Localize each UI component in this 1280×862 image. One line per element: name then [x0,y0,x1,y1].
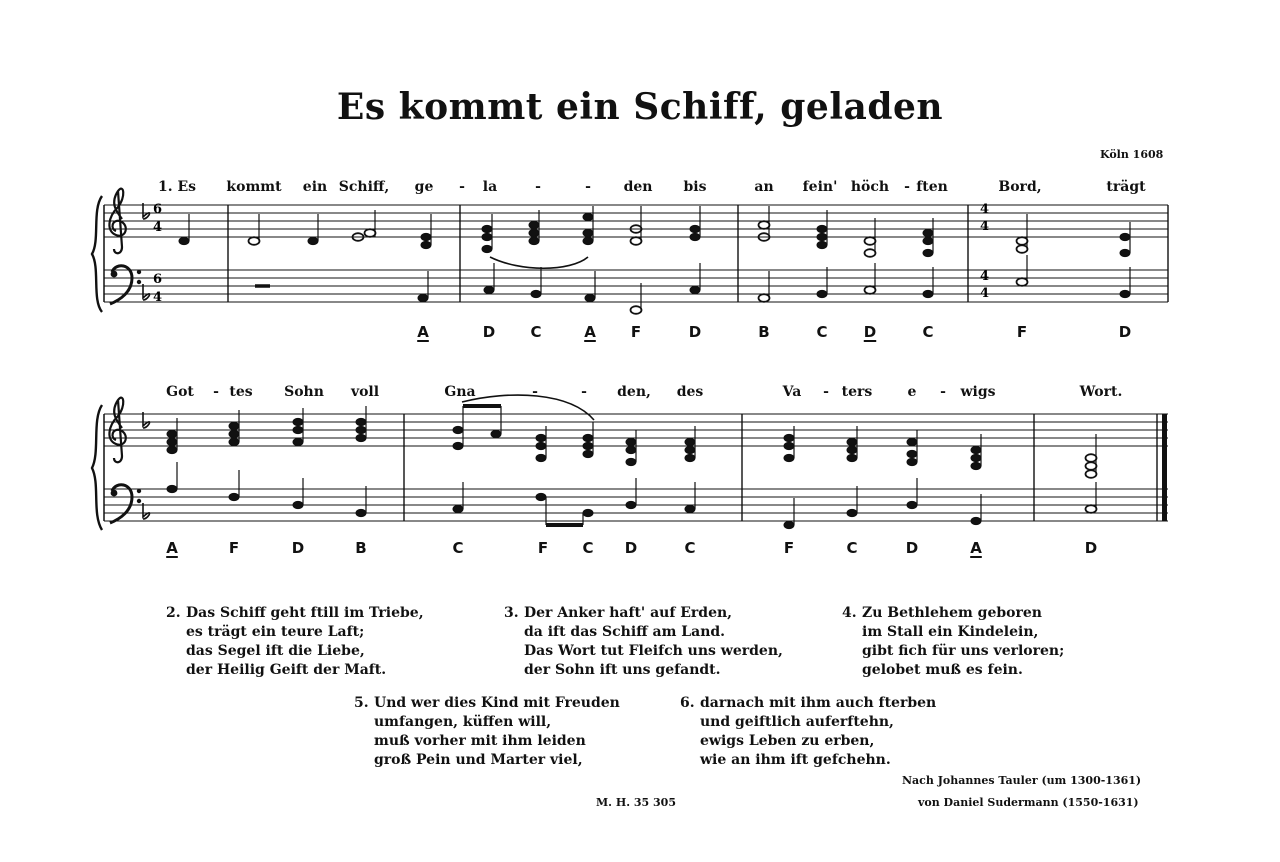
lyric-syllable: ge [414,179,434,195]
chord-letter: F [537,539,549,557]
chord-letter: B [355,539,367,557]
svg-text:6: 6 [153,272,163,287]
chord-letter: D [624,539,638,557]
svg-text:4: 4 [153,290,163,305]
lyric-syllable: wigs [960,384,996,400]
verse-line: das Segel ift die Liebe, [186,643,365,659]
lyric-syllable: - [581,384,587,400]
lyric-syllable: Schiff, [338,179,390,195]
verse-line: ewigs Leben zu erben, [700,733,875,749]
lyric-syllable: Bord, [998,179,1042,195]
lyric-syllable: la [482,179,498,195]
lyric-syllable: fein' [802,179,838,195]
verse-line: der Sohn ift uns gefandt. [524,662,721,678]
verse-number: 4. [842,605,857,621]
verse-number: 5. [354,695,369,711]
chord-letter: D [688,323,702,341]
chord-letter: D [482,323,496,341]
lyric-syllable: kommt [226,179,282,195]
verse-line: und geiftlich auferftehn, [700,714,894,730]
chord-letter: A [166,539,178,557]
chord-letter: D [1118,323,1132,341]
chord-letter: D [1084,539,1098,557]
lyric-syllable: voll [350,384,380,400]
svg-text:4: 4 [980,202,990,217]
lyric-syllable: Wort. [1079,384,1123,400]
lyric-syllable: den [623,179,653,195]
verse-line: Das Wort tut Fleifch uns werden, [524,643,783,659]
chord-letter: C [452,539,464,557]
verse-4 [842,604,1065,680]
verse-6 [680,694,937,770]
editor-credit: von Daniel Sudermann (1550-1631) [918,796,1139,809]
verse-line: umfangen, küffen will, [374,714,552,730]
chord-letter: D [863,323,877,341]
chord-letter: D [905,539,919,557]
lyric-syllable: ein [302,179,328,195]
lyric-syllable: den, [617,384,651,400]
lyric-syllable: - [213,384,219,400]
lyric-syllable: trägt [1106,179,1146,195]
chord-letter: F [630,323,642,341]
lyric-syllable: - [459,179,465,195]
verse-number: 6. [680,695,695,711]
lyric-syllable: Va [782,384,802,400]
verse-line: Und wer dies Kind mit Freuden [374,695,620,711]
chord-letter: C [922,323,934,341]
system-1-bass-notes [255,255,1130,314]
lyric-syllable: bis [683,179,707,195]
lyric-syllable: ters [841,384,873,400]
chord-letter: D [291,539,305,557]
verse-line: wie an ihm ift gefchehn. [700,752,891,768]
lyric-syllable: ften [916,179,948,195]
lyric-syllable: 1. Es [158,179,197,195]
lyric-syllable: - [585,179,591,195]
lyric-syllable: - [535,179,541,195]
lyric-syllable: des [676,384,704,400]
lyric-syllable: Gna [444,384,476,400]
system-2-brace [92,405,102,530]
lyric-syllable: Got [166,384,194,400]
system-1-brace [92,196,102,312]
chord-letter: C [846,539,858,557]
svg-text:6: 6 [153,202,163,217]
verse-number: 3. [504,605,519,621]
song-title: Es kommt ein Schiff, geladen [336,86,944,128]
svg-text:4: 4 [980,269,990,284]
verse-line: darnach mit ihm auch fterben [700,695,937,711]
verse-line: Der Anker haft' auf Erden, [524,605,733,621]
verse-line: Das Schiff geht ftill im Triebe, [186,605,424,621]
verse-line: im Stall ein Kindelein, [862,624,1039,640]
verse-2 [166,604,424,680]
chord-letter: B [758,323,770,341]
text-credit: Nach Johannes Tauler (um 1300-1361) [902,774,1142,787]
verse-line: muß vorher mit ihm leiden [374,733,586,749]
chord-letter: C [684,539,696,557]
verse-line: gibt fich für uns verloren; [862,643,1065,659]
chord-letter: C [530,323,542,341]
svg-text:4: 4 [980,286,990,301]
verse-line: der Heilig Geift der Maft. [186,662,387,678]
chord-letter: F [1016,323,1028,341]
lyric-syllable: - [823,384,829,400]
verse-5 [354,694,620,770]
publication-number: M. H. 35 305 [596,796,676,809]
chord-letter: A [417,323,429,341]
chord-letter: A [970,539,982,557]
chord-letter: F [783,539,795,557]
verse-line: da ift das Schiff am Land. [524,624,726,640]
lyric-syllable: höch [850,179,890,195]
verse-line: groß Pein und Marter viel, [374,752,583,768]
lyric-syllable: - [904,179,910,195]
lyric-syllable: e [907,384,917,400]
lyric-syllable: Sohn [284,384,324,400]
verse-line: gelobet muß es fein. [862,662,1023,678]
lyric-syllable: - [940,384,946,400]
chord-letter: A [584,323,596,341]
lyric-syllable: - [532,384,538,400]
origin-note: Köln 1608 [1100,148,1164,161]
verse-line: Zu Bethlehem geboren [862,605,1042,621]
system-2-treble-notes [167,406,1097,478]
lyric-syllable: tes [229,384,253,400]
svg-text:4: 4 [980,219,990,234]
verse-line: es trägt ein teure Laft; [186,624,365,640]
chord-letter: C [582,539,594,557]
lyric-syllable: an [754,179,774,195]
system-2-bass-notes [167,462,1097,529]
chord-letter: C [816,323,828,341]
chord-letter: F [228,539,240,557]
verse-number: 2. [166,605,181,621]
verse-3 [504,604,783,680]
svg-text:4: 4 [153,220,163,235]
